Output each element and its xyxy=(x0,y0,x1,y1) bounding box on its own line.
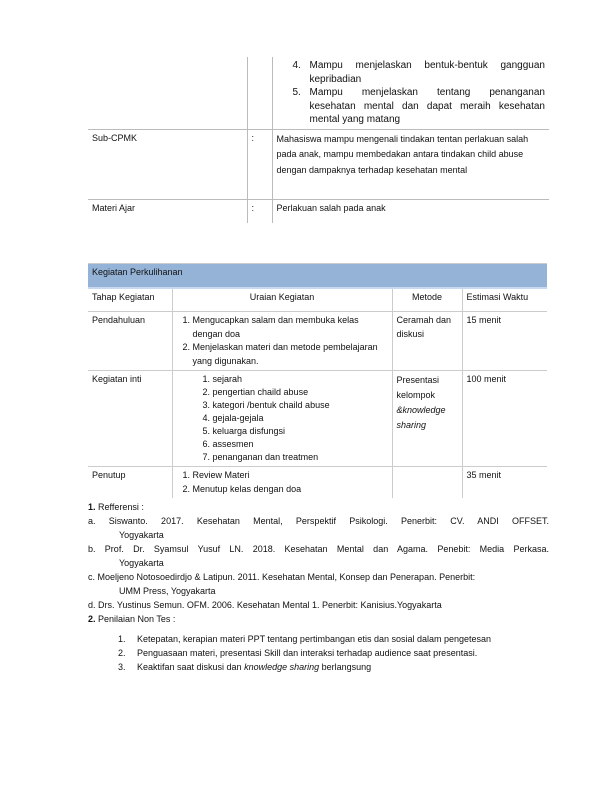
table-row: Pendahuluan 1. Mengucapkan salam dan membuka kelas dengan doa 2. Menjelaskan materi dan metode pembelajaran yang digunakan. Ceramah dan diskusi 15 menit xyxy=(88,312,547,371)
sub-cpmk-row: Sub-CPMK : Mahasiswa mampu mengenali tindakan tentan perlakuan salah pada anak, mampu membedakan antara tindakan child abuse dengan dampaknya terhadap kesehatan mental xyxy=(88,129,549,199)
table-row: Kegiatan inti 1. sejarah 2. pengertian chaild abuse 3. kategori /bentuk chaild abuse 4. gejala-gejala 5. keluarga disfungsi 6. assesmen 7. penanganan dan treatmen Presentasi kelompok &knowledge sharing 100 menit xyxy=(88,371,547,467)
header-row: Tahap Kegiatan Uraian Kegiatan Metode Estimasi Waktu xyxy=(88,288,547,312)
references-section: 1. Refferensi : a. Siswanto. 2017. Kesehatan Mental, Perspektif Psikologi. Penerbit: CV. ANDI OFFSET. Yogyakarta b. Prof. Dr. Syamsul Yusuf LN. 2018. Kesehatan Mental dan Agama. Penebit: Media Perkasa. Yogyakarta c. Moeljeno Notosoedirdjo & Latipun. 2011. Kesehatan Mental, Konsep dan Penerapan. Penerbit: UMM Press, Yogyakarta d. Drs. Yustinus Semun. OFM. 2006. Kesehatan Mental 1. Penerbit: Kanisius.Yogyakarta 2. Penilaian Non Tes : xyxy=(88,502,549,624)
materi-row: Materi Ajar : Perlakuan salah pada anak xyxy=(88,199,549,223)
references-heading: 1. Refferensi : xyxy=(88,502,144,512)
materi-value: Perlakuan salah pada anak xyxy=(272,199,549,223)
assessment-list xyxy=(118,632,526,674)
list-item: 2. Penguasaan materi, presentasi Skill dan interaksi terhadap audience saat presentasi. xyxy=(118,648,478,658)
cpmk-item: 4. Mampu menjelaskan bentuk-bentuk gangguan kepribadian xyxy=(292,60,545,85)
materi-label: Materi Ajar xyxy=(88,199,247,223)
sub-cpmk-value: Mahasiswa mampu mengenali tindakan tentan perlakuan salah pada anak, mampu membedakan antara tindakan child abuse dengan dampaknya terhadap kesehatan mental xyxy=(272,129,549,199)
course-info-table xyxy=(88,57,549,223)
cpmk-row xyxy=(88,57,549,129)
assessment-heading: 2. Penilaian Non Tes : xyxy=(88,614,176,624)
sub-cpmk-label: Sub-CPMK xyxy=(88,129,247,199)
activities-title: Kegiatan Perkulihanan xyxy=(88,264,547,289)
activities-table xyxy=(88,263,547,498)
list-item: 1. Ketepatan, kerapian materi PPT tentang pertimbangan etis dan sosial dalam pengetesan xyxy=(118,634,492,644)
cpmk-item: 5. Mampu menjelaskan tentang penanganan kesehatan mental dan dapat meraih kesehatan mental yang matang xyxy=(292,87,545,125)
list-item: 3. Keaktifan saat diskusi dan knowledge sharing berlangsung xyxy=(118,662,372,672)
table-row: Penutup 1. Review Materi 2. Menutup kelas dengan doa 35 menit xyxy=(88,467,547,499)
